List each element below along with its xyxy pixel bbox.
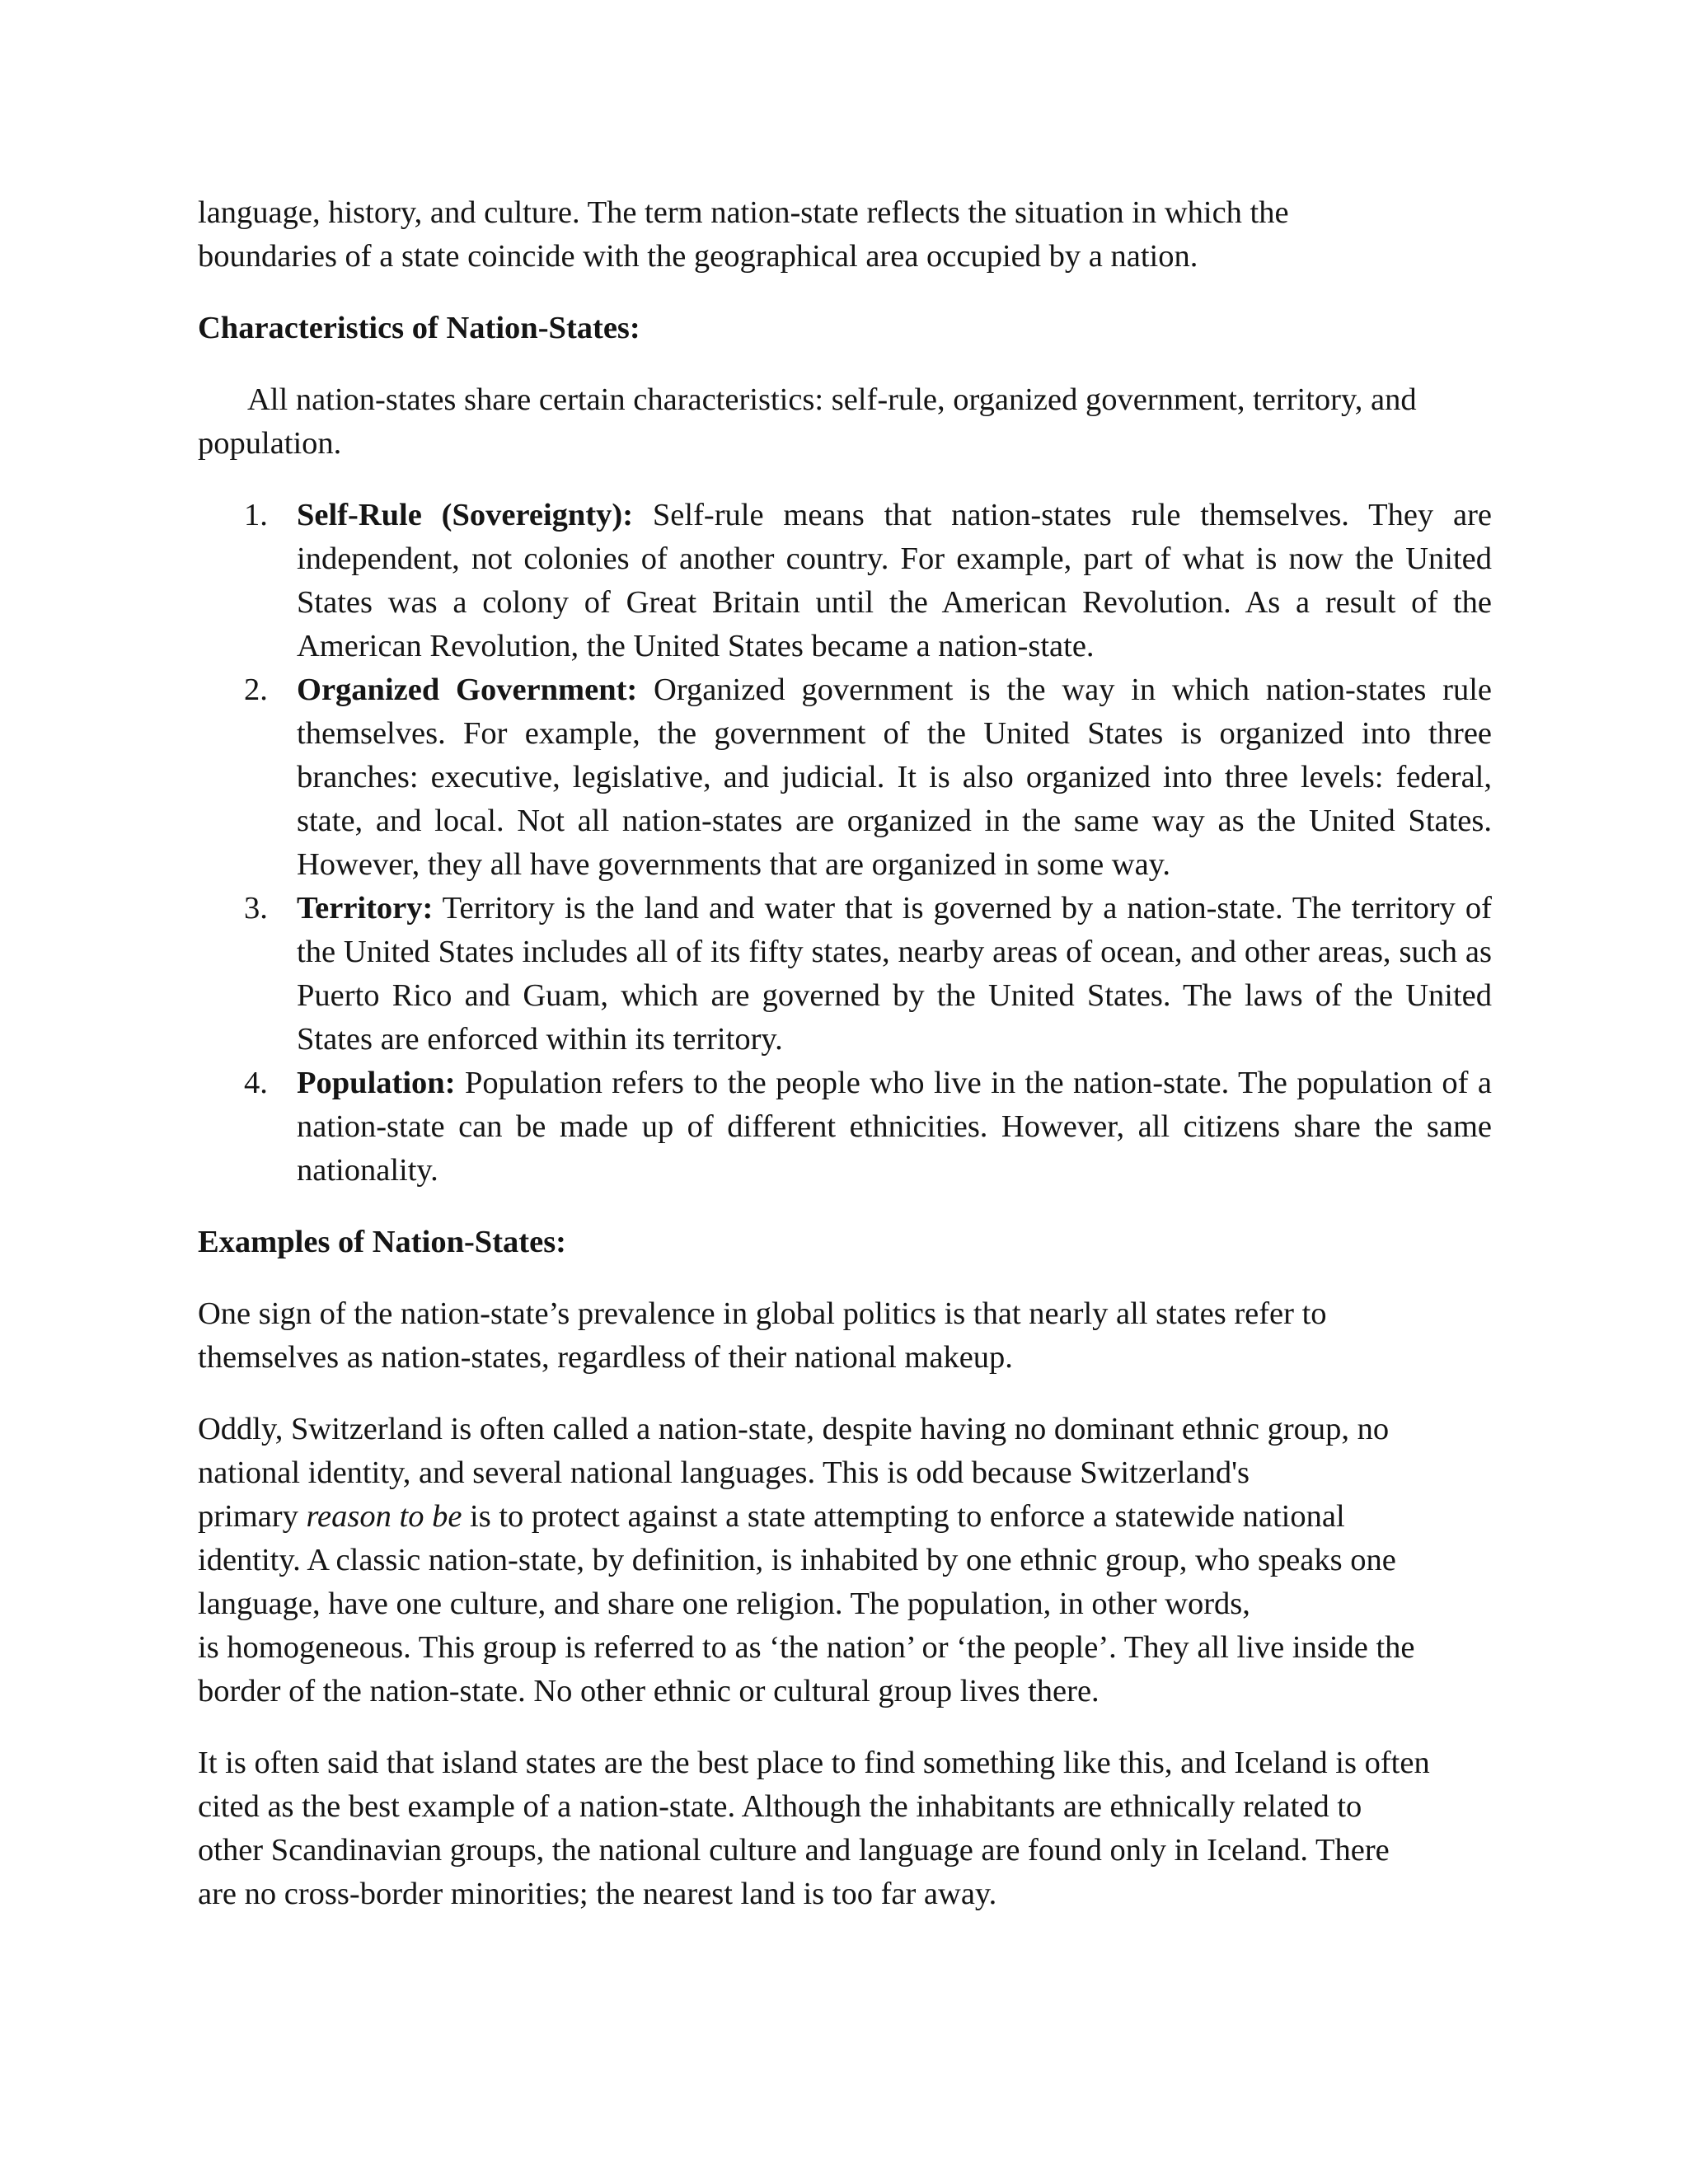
list-item-number: 3. <box>244 891 268 926</box>
examples-p3-line-4: are no cross-border minorities; the nearest land is too far away. <box>198 1877 997 1911</box>
characteristics-lead-line-1: All nation-states share certain characteristics: self-rule, organized government, territory, and <box>247 382 1417 417</box>
list-item-self-rule <box>198 494 1492 668</box>
characteristics-lead-line-2: population. <box>198 426 342 461</box>
examples-p1-line-1: One sign of the nation-state’s prevalence in global politics is that nearly all states refer to <box>198 1296 1327 1331</box>
list-item-number: 4. <box>244 1066 268 1100</box>
emphasis-reason-to-be: reason to be <box>306 1499 462 1534</box>
list-item-text: Population refers to the people who live in the nation-state. The population of a nation-state can be made up of different ethnicities. However, all citizens share the same nationality. <box>297 1066 1492 1188</box>
examples-p2-line-3a: primary <box>198 1499 307 1534</box>
examples-p3-line-3: other Scandinavian groups, the national culture and language are found only in Iceland. There <box>198 1833 1390 1868</box>
examples-p3-line-1: It is often said that island states are the best place to find something like this, and Iceland is often <box>198 1746 1430 1780</box>
examples-paragraph-1 <box>198 1292 1492 1380</box>
list-item-term: Territory: <box>297 891 434 926</box>
intro-paragraph <box>198 191 1492 279</box>
examples-p3-line-2: cited as the best example of a nation-state. Although the inhabitants are ethnically related to <box>198 1789 1362 1824</box>
examples-paragraph-iceland <box>198 1741 1492 1916</box>
list-item-territory <box>198 887 1492 1062</box>
list-item-text: Territory is the land and water that is governed by a nation-state. The territory of the United States includes all of its fifty states, nearby areas of ocean, and other areas, such as Puerto Rico and Guam, which are governed by the United States. The laws of the United States are enforced within its territory. <box>297 891 1492 1057</box>
examples-p2-line-7: border of the nation-state. No other ethnic or cultural group lives there. <box>198 1674 1100 1708</box>
examples-p1-line-2: themselves as nation-states, regardless of their national makeup. <box>198 1340 1013 1375</box>
intro-line-1: language, history, and culture. The term nation-state reflects the situation in which the <box>198 195 1289 230</box>
list-item-organized-government <box>198 668 1492 887</box>
examples-p2-line-5: language, have one culture, and share one religion. The population, in other words, <box>198 1586 1250 1621</box>
examples-paragraph-switzerland <box>198 1408 1492 1713</box>
examples-p2-line-6: is homogeneous. This group is referred to as ‘the nation’ or ‘the people’. They all live inside the <box>198 1630 1415 1665</box>
list-item-term: Self-Rule (Sovereignty): <box>297 498 634 532</box>
list-item-number: 1. <box>244 498 268 532</box>
examples-p2-line-3b: is to protect against a state attempting to enforce a statewide national <box>462 1499 1345 1534</box>
list-item-number: 2. <box>244 673 268 707</box>
characteristics-lead-paragraph <box>198 378 1492 466</box>
list-item-term: Population: <box>297 1066 456 1100</box>
characteristics-heading: Characteristics of Nation-States: <box>198 311 640 345</box>
list-item-text: Self-rule means that nation-states rule themselves. They are independent, not colonies of another country. For example, part of what is now the United States was a colony of Great Britain until the American Revolution. As a result of the American Revolution, the United States became a nation-state. <box>297 498 1492 663</box>
intro-line-2: boundaries of a state coincide with the geographical area occupied by a nation. <box>198 239 1198 274</box>
examples-p2-line-1: Oddly, Switzerland is often called a nation-state, despite having no dominant ethnic group, no <box>198 1412 1390 1446</box>
characteristics-list <box>198 494 1492 1193</box>
examples-p2-line-4: identity. A classic nation-state, by definition, is inhabited by one ethnic group, who speaks one <box>198 1543 1396 1577</box>
document-page <box>198 191 1492 1916</box>
list-item-population <box>198 1062 1492 1193</box>
examples-p2-line-2: national identity, and several national languages. This is odd because Switzerland's <box>198 1455 1250 1490</box>
list-item-term: Organized Government: <box>297 673 638 707</box>
examples-heading: Examples of Nation-States: <box>198 1225 566 1259</box>
list-item-text: Organized government is the way in which nation-states rule themselves. For example, the government of the United States is organized into three branches: executive, legislative, and judicial. It is also organized into three levels: federal, state, and local. Not all nation-states are organized in the same way as the United States. However, they all have governments that are organized in some way. <box>297 673 1492 882</box>
